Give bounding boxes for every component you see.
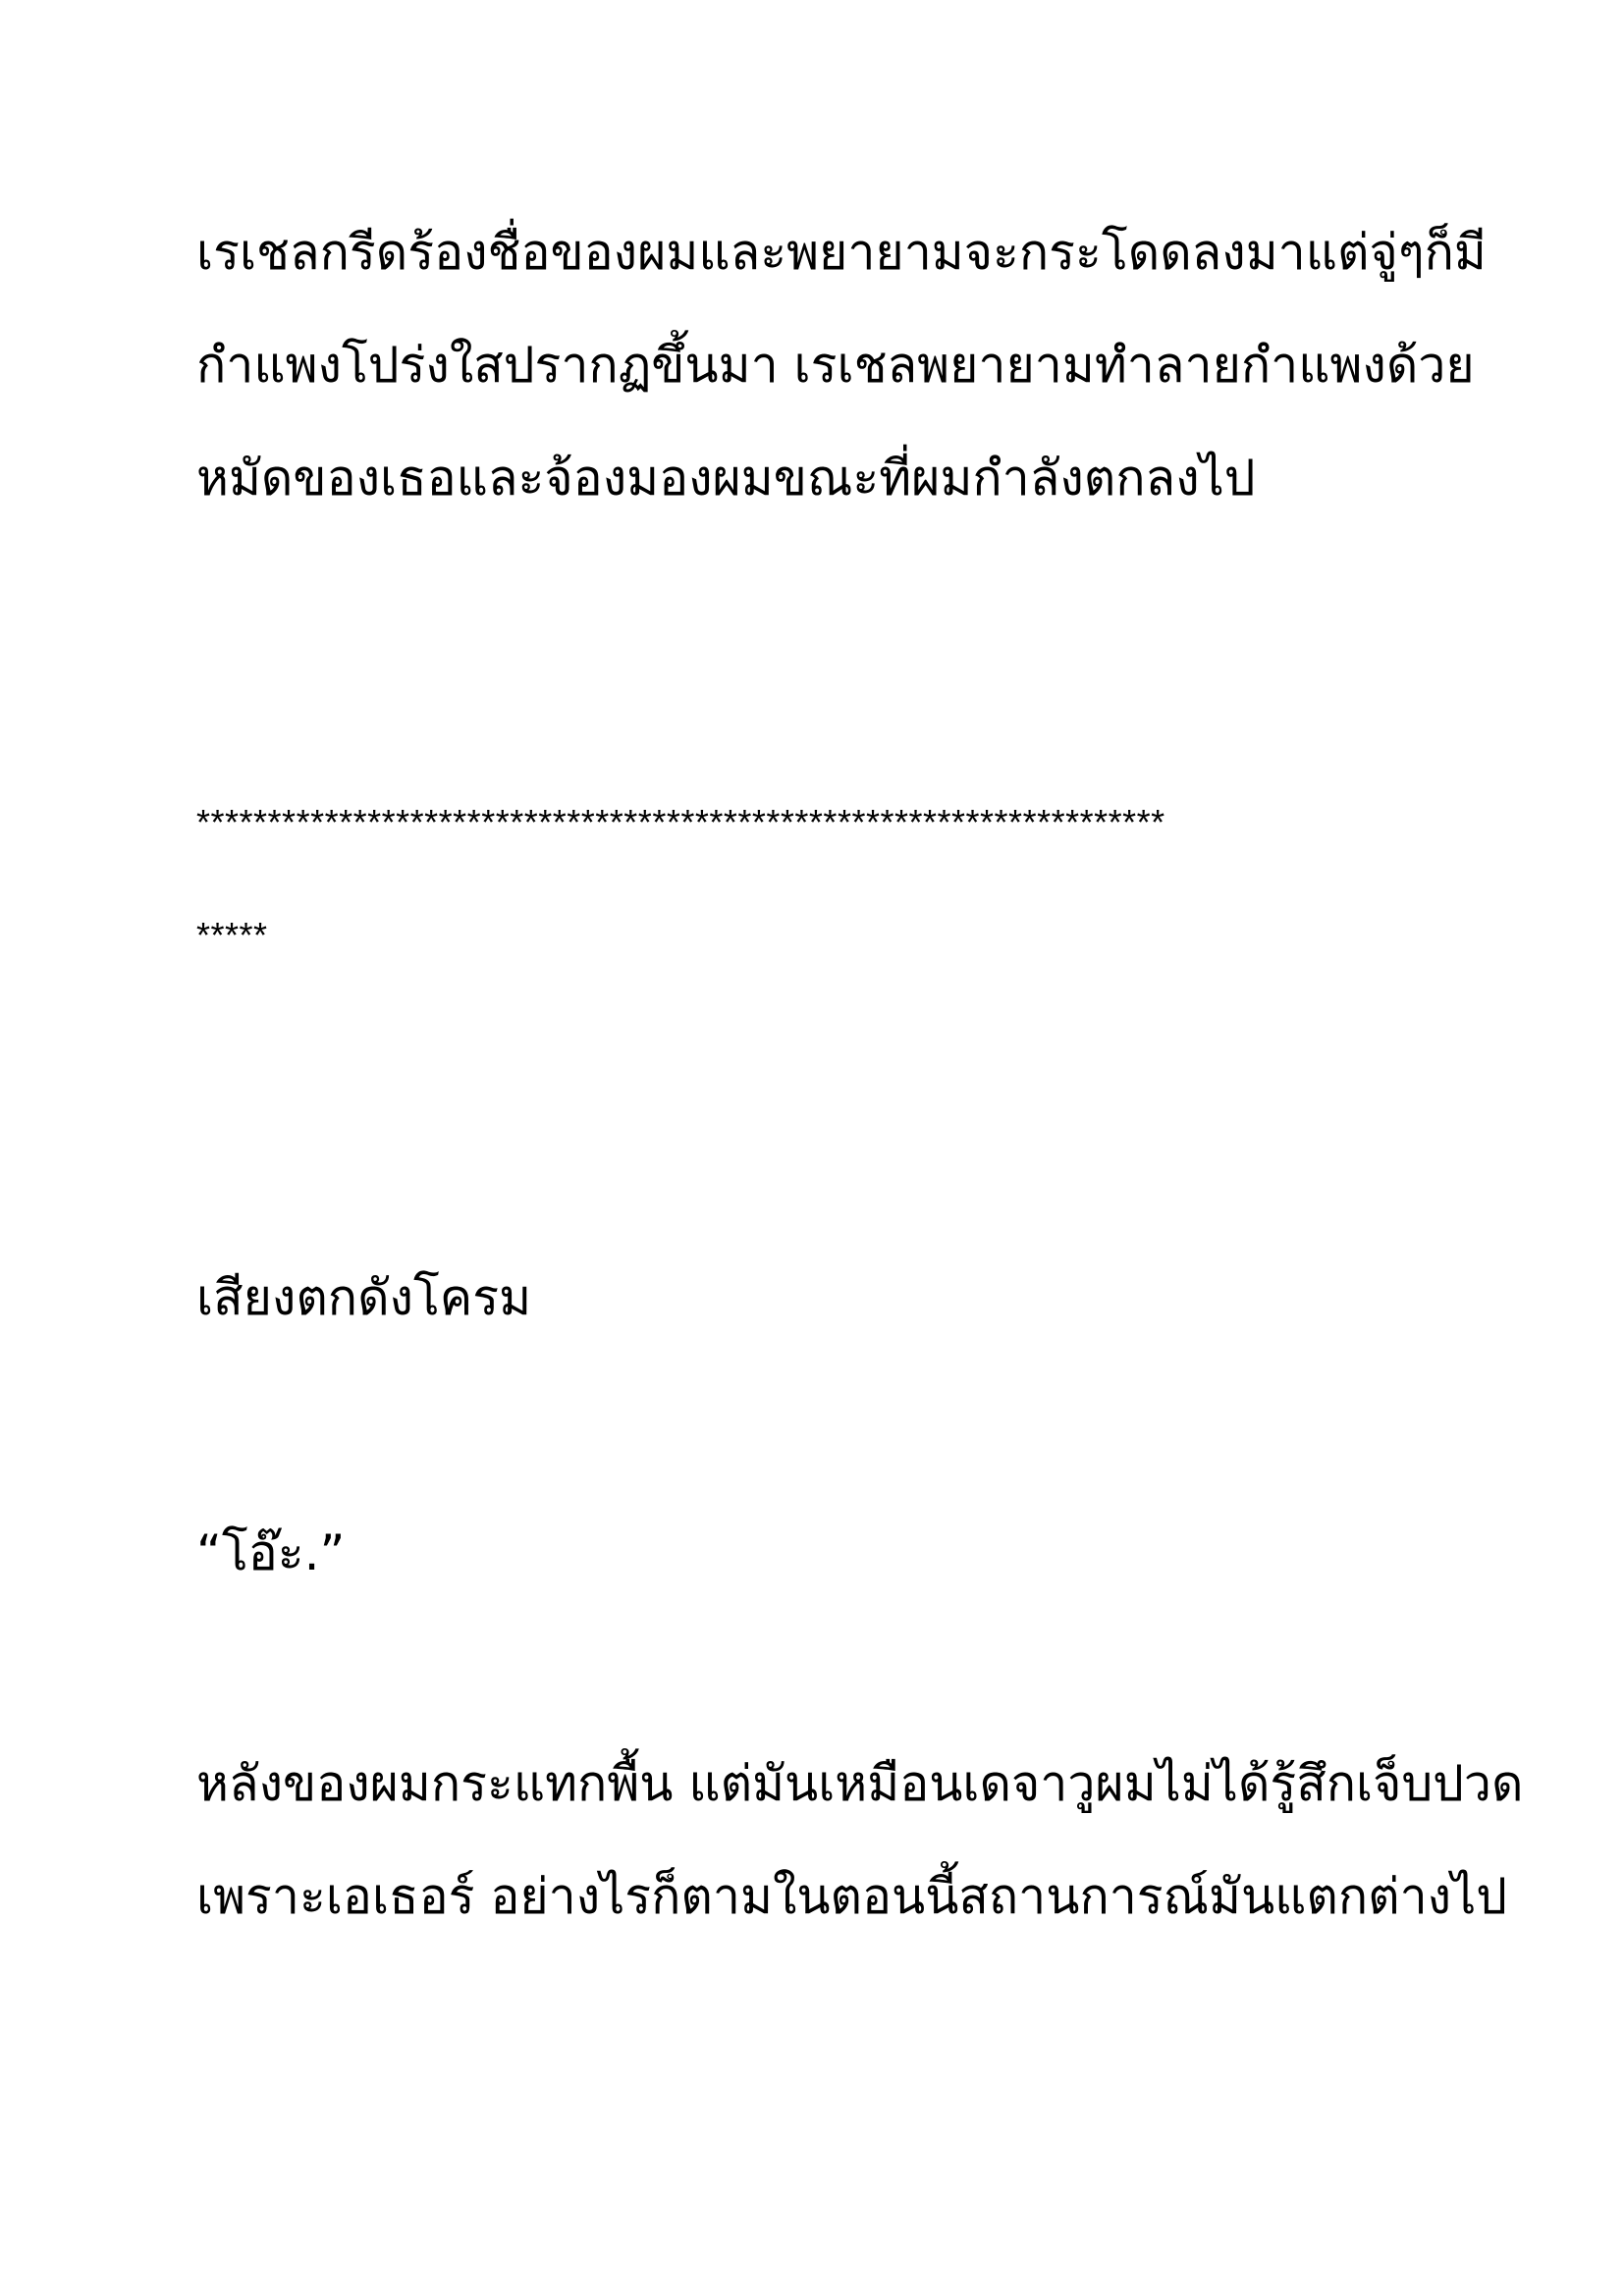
separator-line: ******************************************************************** <box>196 802 1165 842</box>
paragraph-line: กำแพงโปร่งใสปรากฏขึ้นมา เรเชลพยายามทำลายกำแพงด้วย <box>196 337 1475 394</box>
dialogue-line: “โอ๊ะ.” <box>196 1524 346 1581</box>
scene-separator <box>196 766 1453 991</box>
paragraph-line: หลังของผมกระแทกพื้น แต่มันเหมือนเดจาวูผมไม่ได้รู้สึกเจ็บปวด <box>196 1755 1524 1812</box>
paragraph-rachel-screams <box>196 196 1487 535</box>
paragraph-line: เพราะเอเธอร์ อย่างไรก็ตามในตอนนี้สถานการณ์มันแตกต่างไป <box>196 1868 1507 1925</box>
separator-line: ***** <box>196 915 268 955</box>
paragraph-line: หมัดของเธอและจ้องมองผมขณะที่ผมกำลังตกลงไป <box>196 450 1256 507</box>
paragraph-crash-sound <box>196 1242 1453 1355</box>
dialogue-oh <box>196 1497 1453 1610</box>
paragraph-back-hits-floor <box>196 1728 1524 1953</box>
paragraph-line: เสียงตกดังโครม <box>196 1269 532 1326</box>
paragraph-line: เรเชลกรีดร้องชื่อของผมและพยายามจะกระโดดลงมาแต่จู่ๆก็มี <box>196 224 1487 281</box>
